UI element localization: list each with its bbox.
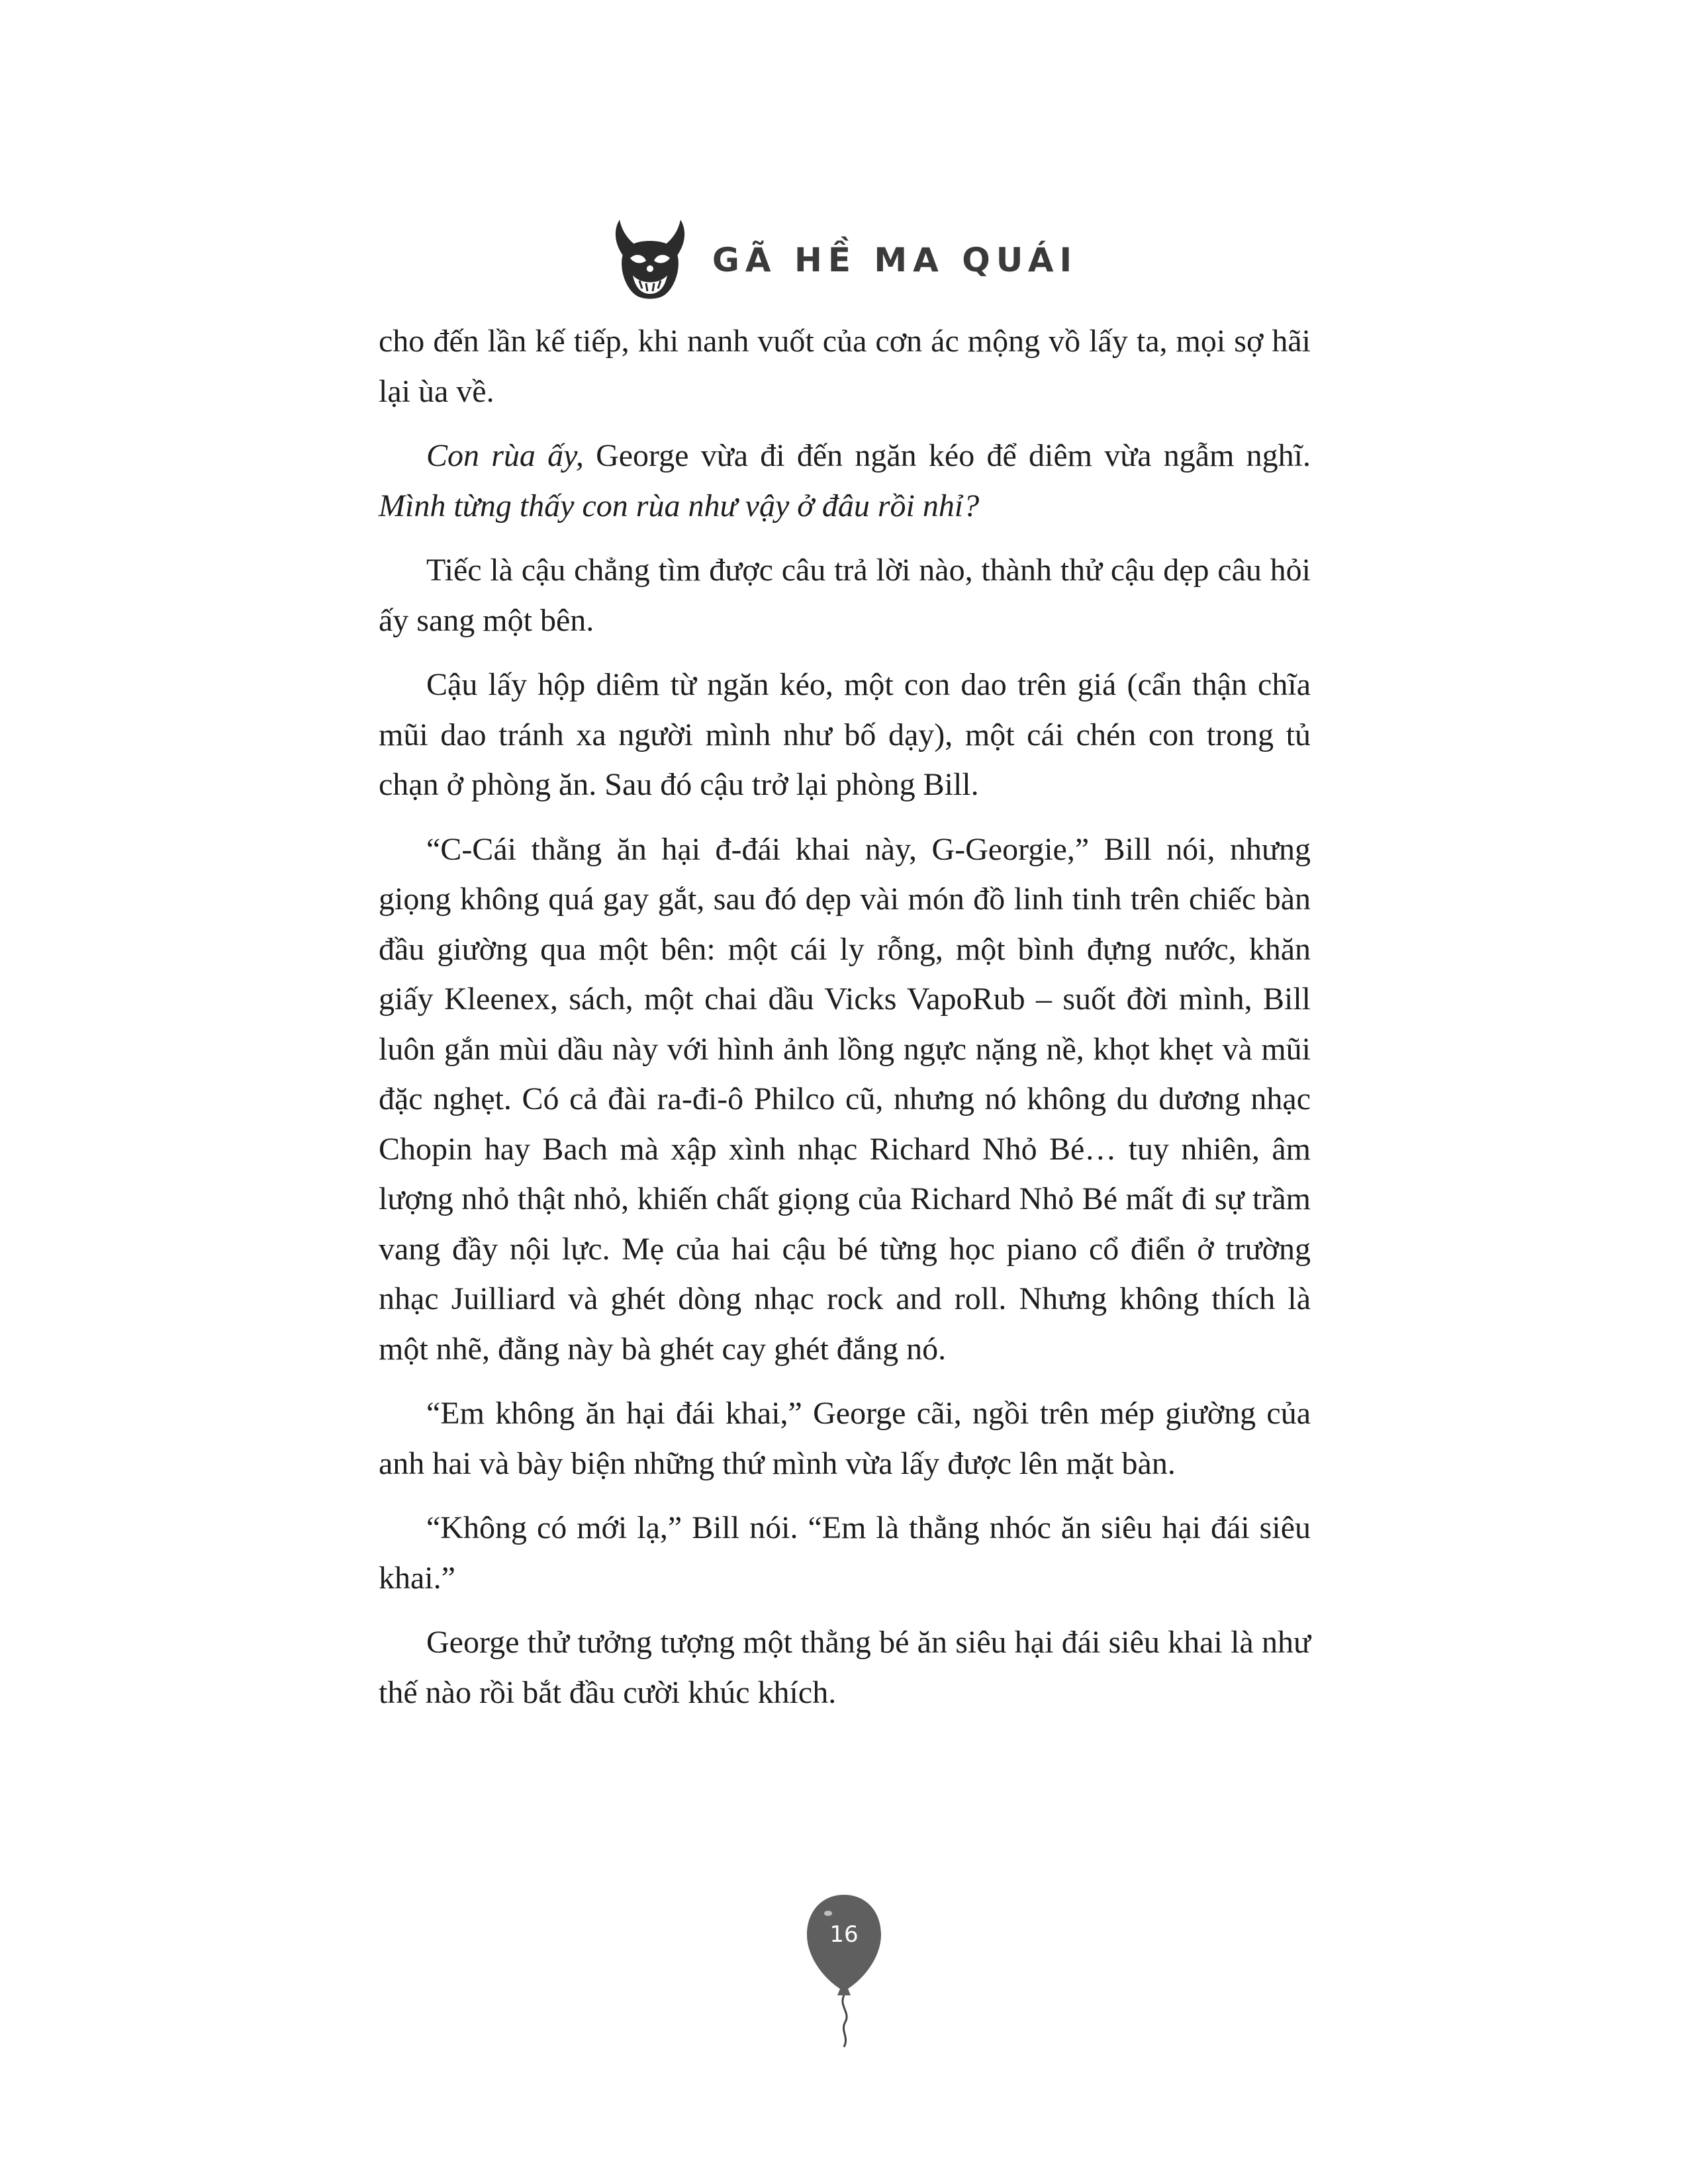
text-run: “Không có mới lạ,” Bill nói. “Em là thằng nhóc ăn siêu hại đái siêu khai.” (379, 1510, 1311, 1596)
text-run: cho đến lần kế tiếp, khi nanh vuốt của cơn ác mộng vồ lấy ta, mọi sợ hãi lại ùa về. (379, 324, 1311, 409)
text-run: “C-Cái thằng ăn hại đ-đái khai này, G-Georgie,” Bill nói, nhưng giọng không quá gay gắt, sau đó dẹp vài món đồ linh tinh trên chiếc bàn đầu giường qua một bên: một cái ly rỗng, một bình đựng nước, khăn giấy Kleenex, sách, một chai dầu Vicks VapoRub – suốt đời mình, Bill luôn gắn mùi dầu này với hình ảnh lồng ngực nặng nề, khọt khẹt và mũi đặc nghẹt. Có cả đài ra-đi-ô Philco cũ, nhưng nó không du dương nhạc Chopin hay Bach mà xập xình nhạc Richard Nhỏ Bé… tuy nhiên, âm lượng nhỏ thật nhỏ, khiến chất giọng của Richard Nhỏ Bé mất đi sự trầm vang đầy nội lực. Mẹ của hai cậu bé từng học piano cổ điển ở trường nhạc Juilliard và ghét dòng nhạc rock and roll. Nhưng không thích là một nhẽ, đằng này bà ghét cay ghét đắng nó. (379, 831, 1311, 1367)
page-folio (798, 1889, 890, 2048)
paragraph (379, 545, 1311, 645)
book-title: GÃ HỀ MA QUÁI (712, 241, 1078, 279)
paragraph (379, 1617, 1311, 1717)
text-run: George thử tưởng tượng một thằng bé ăn siêu hại đái siêu khai là như thế nào rồi bắt đầu cười khúc khích. (379, 1625, 1311, 1710)
red-balloon-icon (798, 1889, 890, 2048)
paragraph (379, 316, 1311, 416)
text-run: George vừa đi đến ngăn kéo để diêm vừa ngẫm nghĩ. (583, 438, 1311, 473)
running-header (0, 210, 1688, 310)
paragraph (379, 825, 1311, 1375)
paragraph (379, 660, 1311, 810)
text-run: “Em không ăn hại đái khai,” George cãi, ngồi trên mép giường của anh hai và bày biện những thứ mình vừa lấy được lên mặt bàn. (379, 1396, 1311, 1481)
paragraph (379, 431, 1311, 531)
clown-face-icon (610, 210, 690, 310)
italic-text: Mình từng thấy con rùa như vậy ở đâu rồi nhỉ? (379, 488, 980, 523)
text-run: Tiếc là cậu chẳng tìm được câu trả lời nào, thành thử cậu dẹp câu hỏi ấy sang một bên. (379, 553, 1311, 638)
body-text (379, 316, 1311, 1732)
paragraph (379, 1388, 1311, 1488)
page-number: 16 (829, 1921, 859, 1948)
italic-text: Con rùa ấy, (426, 438, 584, 473)
paragraph (379, 1503, 1311, 1603)
text-run: Cậu lấy hộp diêm từ ngăn kéo, một con dao trên giá (cẩn thận chĩa mũi dao tránh xa người mình như bố dạy), một cái chén con trong tủ chạn ở phòng ăn. Sau đó cậu trở lại phòng Bill. (379, 667, 1311, 802)
